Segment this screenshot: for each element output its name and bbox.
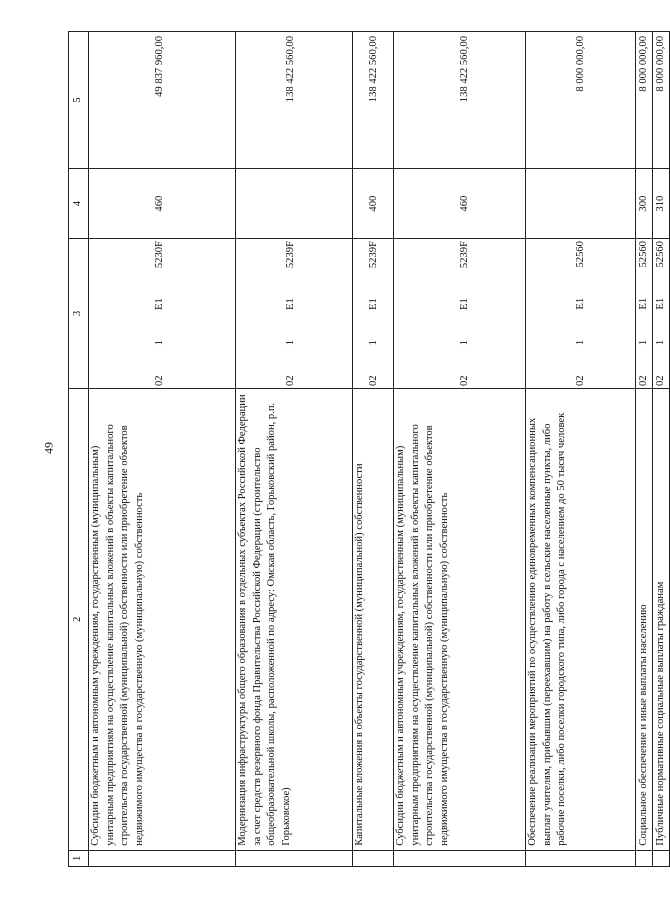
code-subprogram: 1	[459, 340, 470, 346]
row-amount: 8 000 000,00	[526, 32, 636, 169]
row-name: Субсидии бюджетным и автономным учреждениям, государственным (муниципальным) унитарным предприятиям на осуществление капитальных вложений в объекты капитального строительства государственной (муниципальной) собственности или приобретение объектов недвижимого имущества в государственную (муниципальную) собственность	[394, 389, 526, 851]
code-program: 02	[637, 375, 649, 387]
row-vr	[526, 169, 636, 239]
table-row	[353, 32, 394, 867]
code-project: E1	[368, 298, 379, 310]
row-vr: 300	[636, 169, 653, 239]
code-direction: 5230F	[154, 241, 165, 269]
table-row	[636, 32, 653, 867]
code-direction: 52560	[654, 241, 666, 268]
code-direction: 52560	[575, 241, 586, 268]
row-amount: 8 000 000,00	[653, 32, 670, 169]
row-name: Модернизация инфраструктуры общего образования в отдельных субъектах Российской Федерации за счет средств резервного фонда Правительства Российской Федерации (строительство общеобразовательной школы, расположенной по адресу: Омская область, Горьковский район, р.п. Горьковское)	[236, 389, 353, 851]
row-code	[89, 239, 236, 389]
table-row	[653, 32, 670, 867]
row-num-cell	[653, 850, 670, 866]
code-subprogram: 1	[285, 340, 296, 346]
code-direction: 5239F	[368, 241, 379, 269]
row-num-cell	[236, 850, 353, 866]
row-code	[394, 239, 526, 389]
code-subprogram: 1	[637, 339, 649, 346]
code-project: E1	[575, 297, 586, 310]
row-vr: 460	[89, 169, 236, 239]
table-row	[526, 32, 636, 867]
header-col-5: 5	[69, 32, 89, 169]
row-amount: 8 000 000,00	[636, 32, 653, 169]
table-header-row	[69, 32, 89, 867]
row-code	[236, 239, 353, 389]
code-project: E1	[637, 297, 649, 310]
table-row	[236, 32, 353, 867]
code-program: 02	[154, 375, 165, 387]
row-num-cell	[353, 850, 394, 866]
row-code	[636, 239, 653, 389]
row-vr: 310	[653, 169, 670, 239]
row-num-cell	[636, 850, 653, 866]
row-vr: 460	[394, 169, 526, 239]
row-code	[526, 239, 636, 389]
table-row	[394, 32, 526, 867]
row-vr	[236, 169, 353, 239]
code-program: 02	[654, 375, 666, 387]
header-col-2: 2	[69, 389, 89, 851]
row-name: Капитальные вложения в объекты государственной (муниципальной) собственности	[353, 389, 394, 851]
row-amount: 49 837 960,00	[89, 32, 236, 169]
row-code	[653, 239, 670, 389]
code-project: E1	[154, 298, 165, 310]
code-direction: 5239F	[285, 241, 296, 269]
code-project: E1	[285, 298, 296, 310]
code-program: 02	[285, 375, 296, 387]
code-program: 02	[459, 375, 470, 387]
code-subprogram: 1	[575, 339, 586, 346]
header-col-1: 1	[69, 850, 89, 866]
code-subprogram: 1	[654, 339, 666, 346]
code-project: E1	[459, 298, 470, 310]
header-col-3: 3	[69, 239, 89, 389]
page-number: 49	[41, 442, 56, 454]
row-amount: 138 422 560,00	[236, 32, 353, 169]
code-subprogram: 1	[154, 340, 165, 346]
row-vr: 400	[353, 169, 394, 239]
rotated-table-block	[68, 31, 666, 867]
row-name: Обеспечение реализации мероприятий по осуществлению единовременных компенсационных выплат учителям, прибывшим (переехавшим) на работу в сельские населенные пункты, либо рабочие поселки, либо поселки городского типа, либо города с населением до 50 тысяч человек	[526, 389, 636, 851]
row-code	[353, 239, 394, 389]
row-name: Публичные нормативные социальные выплаты гражданам	[653, 389, 670, 851]
row-name: Субсидии бюджетным и автономным учреждениям, государственным (муниципальным) унитарным предприятиям на осуществление капитальных вложений в объекты капитального строительства государственной (муниципальной) собственности или приобретение объектов недвижимого имущества в государственную (муниципальную) собственность	[89, 389, 236, 851]
code-program: 02	[368, 375, 379, 387]
row-num-cell	[526, 850, 636, 866]
row-num-cell	[89, 850, 236, 866]
budget-table	[68, 31, 670, 867]
row-name: Социальное обеспечение и иные выплаты населению	[636, 389, 653, 851]
code-program: 02	[575, 375, 586, 387]
code-subprogram: 1	[368, 340, 379, 346]
code-project: E1	[654, 297, 666, 310]
code-direction: 5239F	[459, 241, 470, 269]
row-num-cell	[394, 850, 526, 866]
row-amount: 138 422 560,00	[394, 32, 526, 169]
row-amount: 138 422 560,00	[353, 32, 394, 169]
header-col-4: 4	[69, 169, 89, 239]
table-row	[89, 32, 236, 867]
code-direction: 52560	[637, 241, 649, 268]
